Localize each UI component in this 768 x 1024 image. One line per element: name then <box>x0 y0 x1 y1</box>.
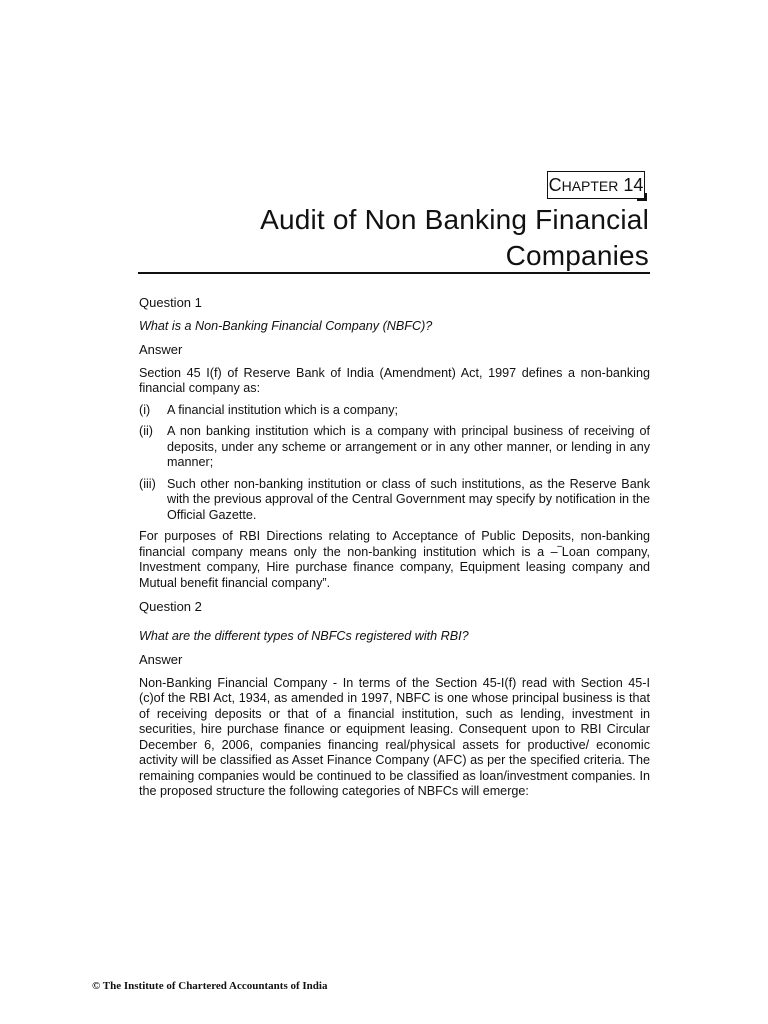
chapter-title <box>260 202 649 274</box>
title-divider <box>138 272 650 274</box>
chapter-label <box>547 171 645 199</box>
list-item <box>139 477 650 524</box>
answer-2-body: Non-Banking Financial Company - In terms of the Section 45-I(f) read with Section 45-I (c)of the RBI Act, 1934, as amended in 1997, NBFC is one whose principal business is that of receiving deposits or that of a financial institution, such as lending, investment in securities, hire purchase finance or equipment leasing. Consequent upon to RBI Circular December 6, 2006, companies financing real/physical assets for productive/ economic activity will be classified as Asset Finance Company (AFC) as per the specified criteria. The remaining companies would be continued to be classified as loan/investment companies. In the proposed structure the following categories of NBFCs will emerge: <box>139 675 650 798</box>
document-body <box>139 295 650 806</box>
chapter-number: 14 <box>623 175 644 195</box>
question-2-text: What are the different types of NBFCs registered with RBI? <box>139 628 469 643</box>
answer-1-heading: Answer <box>139 342 183 357</box>
list-item <box>139 403 650 419</box>
list-item <box>139 424 650 471</box>
list-item-number: (iii) <box>139 476 156 491</box>
answer-2-heading: Answer <box>139 652 183 667</box>
chapter-label-rest: HAPTER <box>561 178 619 194</box>
question-1-text: What is a Non-Banking Financial Company (NBFC)? <box>139 318 433 333</box>
question-1-heading: Question 1 <box>139 295 202 310</box>
definition-list <box>139 403 650 524</box>
list-item-text: Such other non-banking institution or class of such institutions, as the Reserve Bank with the previous approval of the Central Government may specify by notification in the Official Gazette. <box>167 476 651 522</box>
answer-1-intro: Section 45 I(f) of Reserve Bank of India (Amendment) Act, 1997 defines a non-banking financial company as: <box>139 365 650 395</box>
list-item-number: (ii) <box>139 424 153 438</box>
chapter-title-line1: Audit of Non Banking Financial <box>260 204 649 235</box>
chapter-label-initial: C <box>548 175 562 195</box>
list-item-number: (i) <box>139 402 151 417</box>
list-item-text: A financial institution which is a company; <box>167 402 399 417</box>
answer-1-closing: For purposes of RBI Directions relating to Acceptance of Public Deposits, non-banking financial company means only the non-banking institution which is a –‾Loan company, Investment company, Hire purchase finance company, Equipment leasing company and Mutual benefit financial company”. <box>139 529 650 590</box>
list-item-text: A non banking institution which is a company with principal business of receiving of deposits, under any scheme or arrangement or in any other manner, or lending in any manner; <box>167 424 650 469</box>
question-2-heading: Question 2 <box>139 599 202 614</box>
chapter-title-line2: Companies <box>505 240 649 271</box>
footer-copyright: © The Institute of Chartered Accountants of India <box>92 980 328 992</box>
chapter-box-corner <box>637 193 647 201</box>
